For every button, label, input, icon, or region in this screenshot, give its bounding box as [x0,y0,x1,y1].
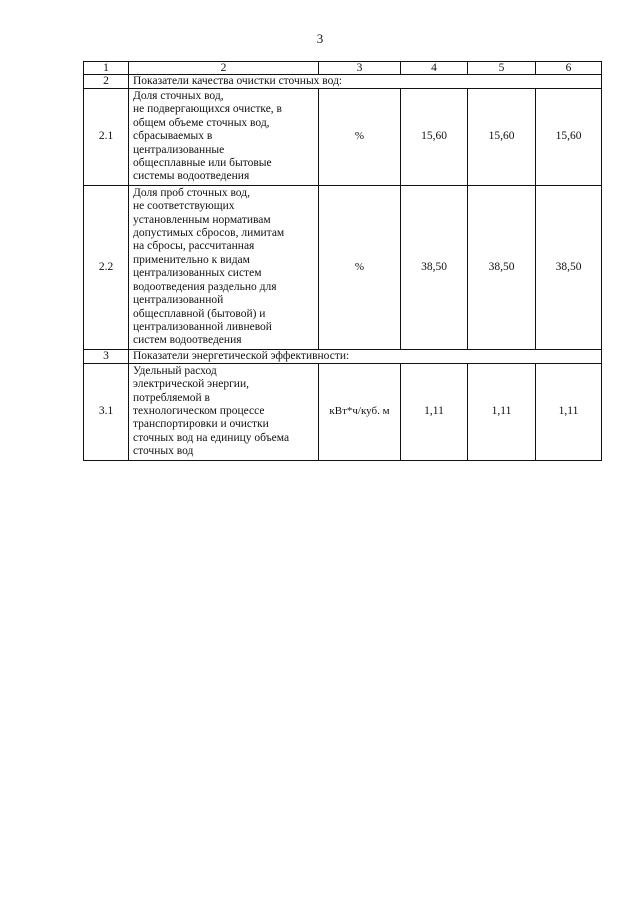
section-row-energy [84,349,602,363]
indicator-line: централизованной [133,294,224,307]
indicators-table [83,61,602,461]
column-number-5: 5 [468,62,536,75]
row-number: 3.1 [84,363,129,460]
value-col-6: 1,11 [536,363,602,460]
indicator-name [129,363,319,460]
indicator-line: потребляемой в [133,391,210,404]
indicator-line: Доля проб сточных вод, [133,186,250,199]
indicator-line: централизованной ливневой [133,320,272,333]
indicator-line: электрической энергии, [133,378,249,391]
indicator-line: общем объеме сточных вод, [133,116,270,129]
indicator-line: на сбросы, рассчитанная [133,240,255,253]
indicator-line: централизованных систем [133,267,262,280]
indicator-name [129,89,319,186]
section-number: 2 [84,75,129,89]
indicator-line: не подвергающихся очистке, в [133,103,282,116]
row-number: 2.1 [84,89,129,186]
value-col-5: 15,60 [468,89,536,186]
section-number: 3 [84,349,129,363]
column-number-1: 1 [84,62,129,75]
column-number-row [84,62,602,75]
indicator-line: общесплавной (бытовой) и [133,307,266,320]
indicator-line: централизованные [133,143,225,156]
value-col-6: 15,60 [536,89,602,186]
value-col-6: 38,50 [536,185,602,349]
column-number-3: 3 [319,62,401,75]
indicator-line: системы водоотведения [133,170,250,183]
value-col-4: 15,60 [401,89,468,186]
indicator-line: сточных вод [133,445,194,458]
section-title: Показатели качества очистки сточных вод: [129,75,602,89]
indicator-line: технологическом процессе [133,404,265,417]
indicator-name [129,185,319,349]
section-title: Показатели энергетической эффективности: [129,349,602,363]
indicator-line: систем водоотведения [133,334,242,347]
column-number-2: 2 [129,62,319,75]
unit-cell: кВт*ч/куб. м [319,363,401,460]
unit-cell: % [319,89,401,186]
indicator-line: установленным нормативам [133,213,271,226]
value-col-5: 38,50 [468,185,536,349]
indicator-line: сбрасываемых в [133,130,213,143]
table-row-2-1 [84,89,602,186]
indicator-line: общесплавные или бытовые [133,157,272,170]
column-number-6: 6 [536,62,602,75]
value-col-4: 1,11 [401,363,468,460]
value-col-5: 1,11 [468,363,536,460]
column-number-4: 4 [401,62,468,75]
indicator-line: применительно к видам [133,253,250,266]
section-row-quality [84,75,602,89]
table-row-2-2 [84,185,602,349]
row-number: 2.2 [84,185,129,349]
indicator-line: не соответствующих [133,200,235,213]
value-col-4: 38,50 [401,185,468,349]
page-number: 3 [316,31,324,46]
table-row-3-1 [84,363,602,460]
unit-cell: % [319,185,401,349]
indicator-line: сточных вод на единицу объема [133,431,290,444]
indicator-line: Удельный расход [133,364,217,377]
indicator-line: допустимых сбросов, лимитам [133,227,285,240]
indicator-line: водоотведения раздельно для [133,280,277,293]
indicator-line: транспортировки и очистки [133,418,269,431]
indicator-line: Доля сточных вод, [133,90,224,102]
